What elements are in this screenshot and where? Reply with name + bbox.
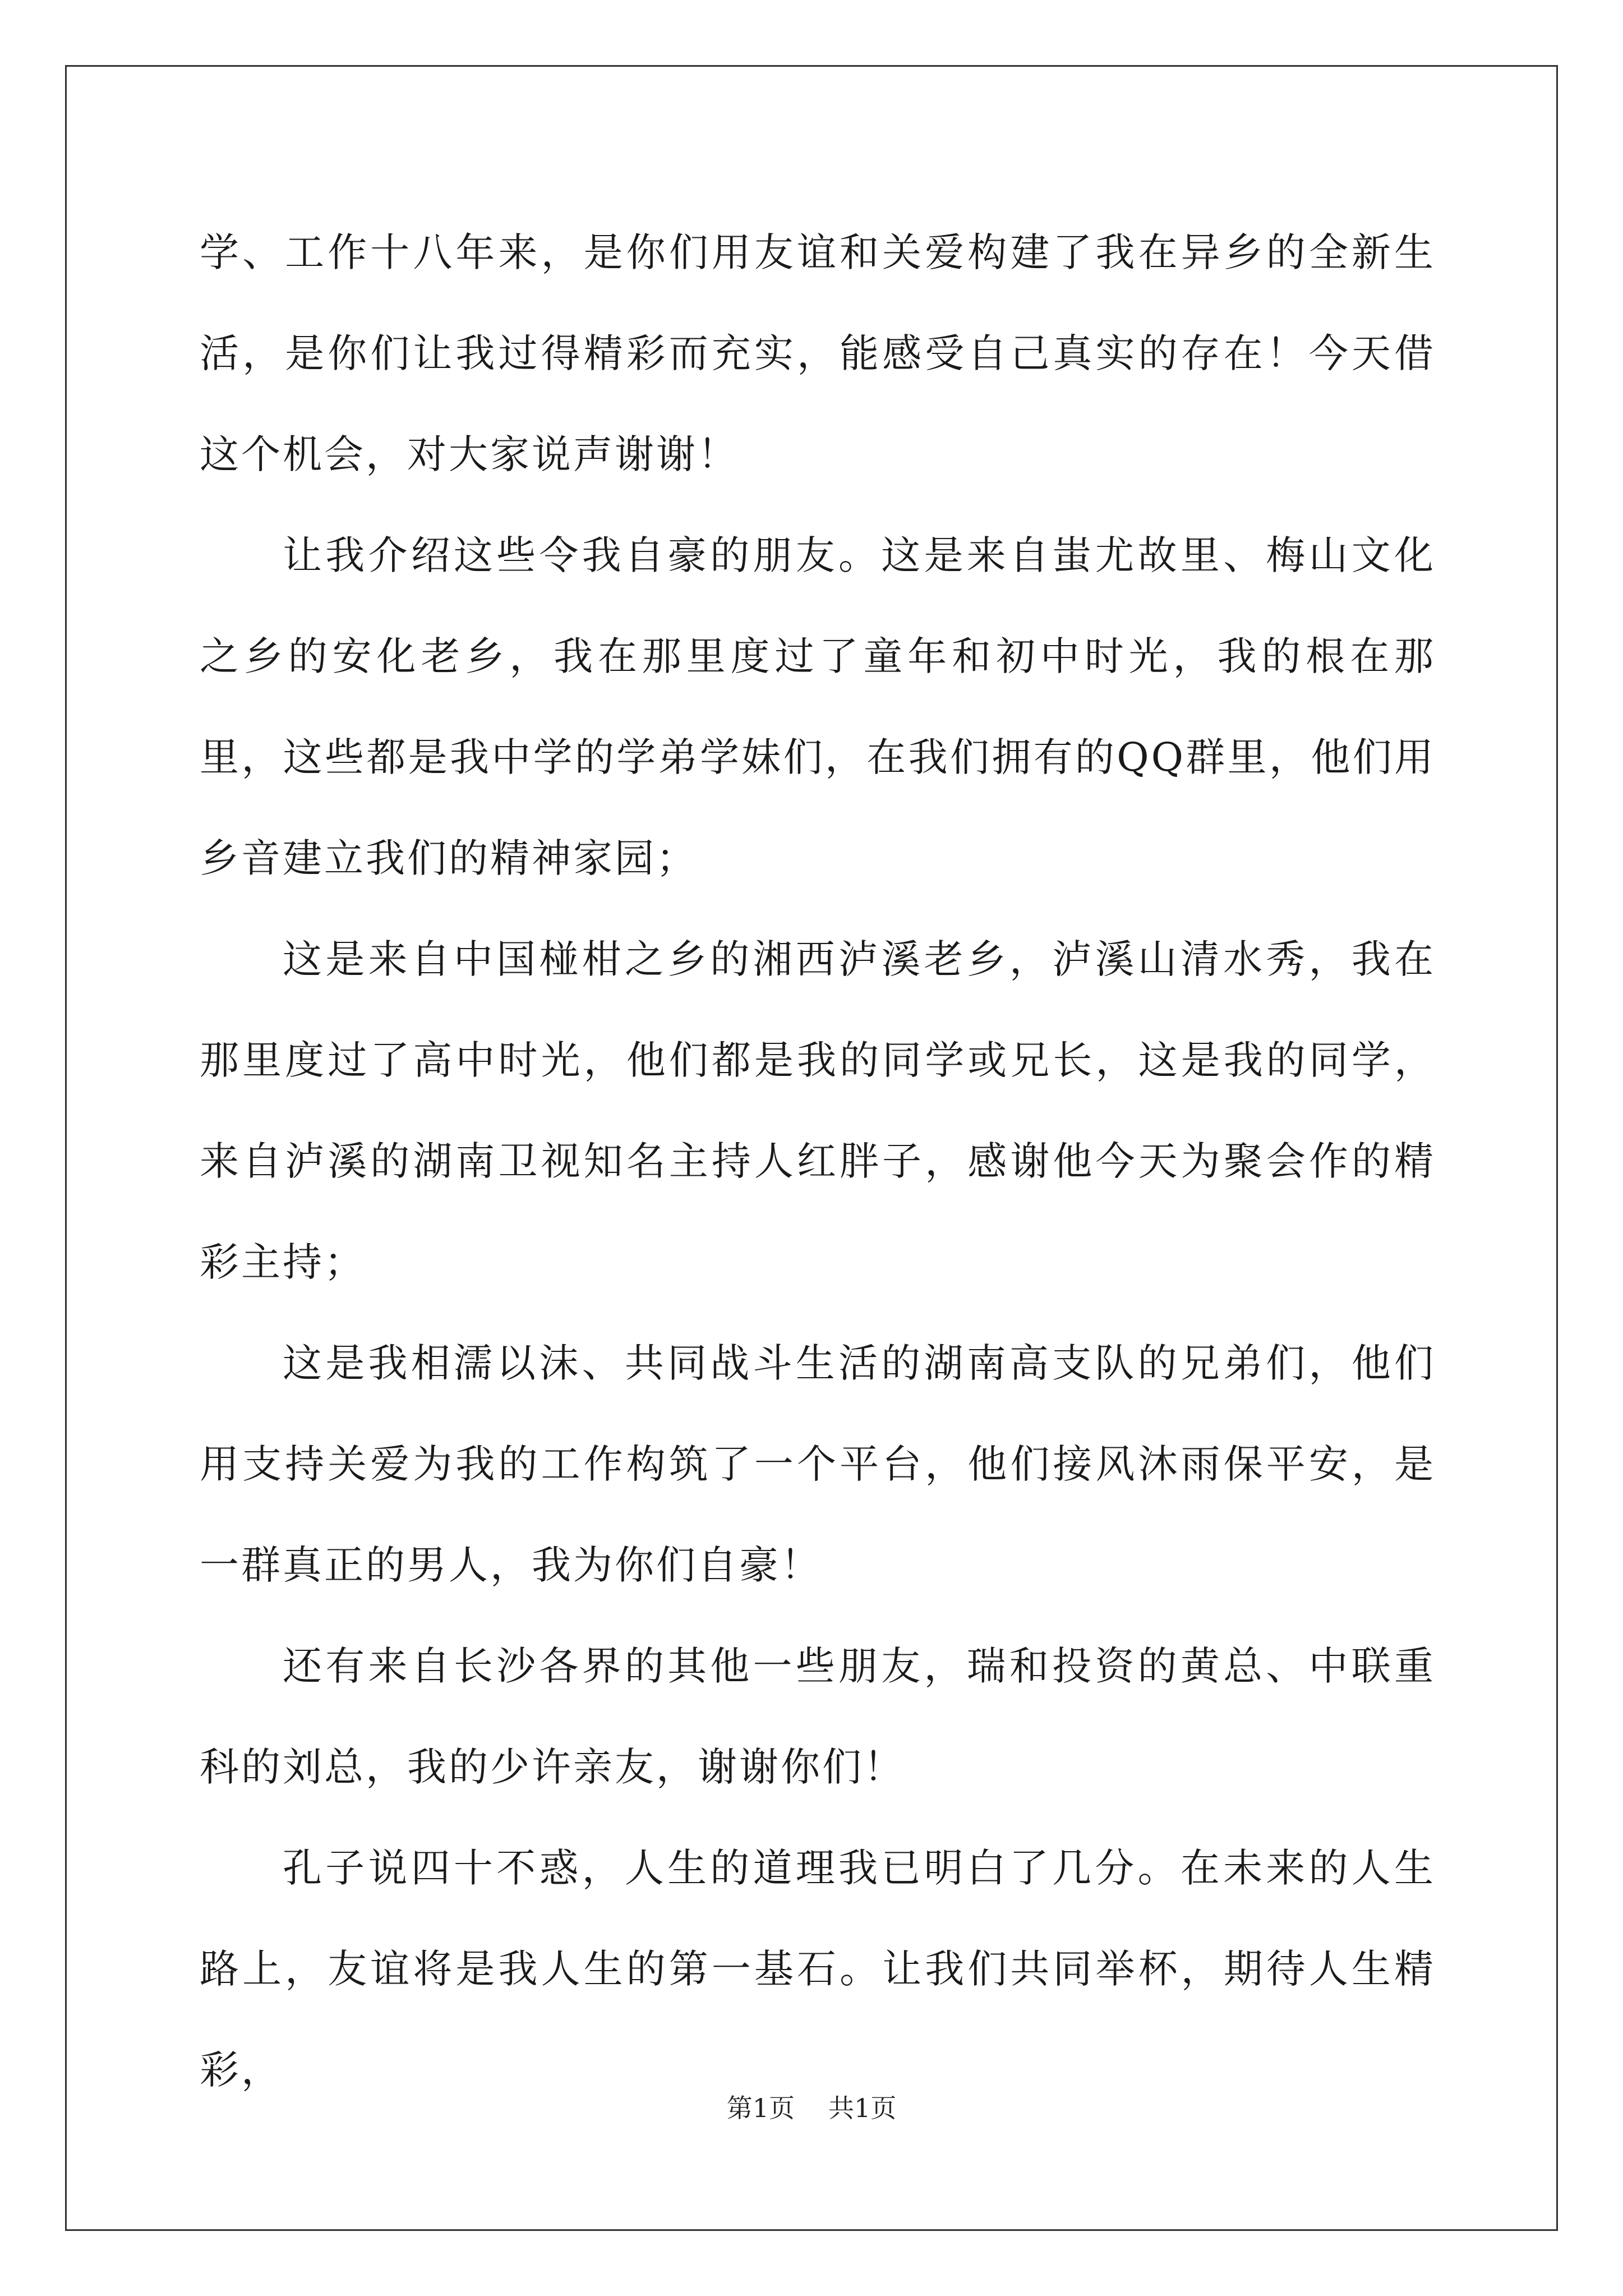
paragraph-1: 学、工作十八年来，是你们用友谊和关爱构建了我在异乡的全新生活，是你们让我过得精彩而充实，能感受自己真实的存在！今天借这个机会，对大家说声谢谢！ — [200, 229, 1436, 477]
document-body — [200, 202, 1436, 2120]
page-number-total: 共1页 — [828, 2093, 897, 2123]
paragraph-5: 还有来自长沙各界的其他一些朋友，瑞和投资的黄总、中联重科的刘总，我的少许亲友，谢谢你们！ — [200, 1643, 1436, 1790]
page-footer — [0, 2088, 1623, 2125]
paragraph-3: 这是来自中国椪柑之乡的湘西泸溪老乡，泸溪山清水秀，我在那里度过了高中时光，他们都是我的同学或兄长，这是我的同学，来自泸溪的湖南卫视知名主持人红胖子，感谢他今天为聚会作的精彩主持； — [200, 936, 1436, 1285]
page-number-current: 第1页 — [726, 2093, 795, 2123]
paragraph-2: 让我介绍这些令我自豪的朋友。这是来自蚩尤故里、梅山文化之乡的安化老乡，我在那里度过了童年和初中时光，我的根在那里，这些都是我中学的学弟学妹们，在我们拥有的QQ群里，他们用乡音建立我们的精神家园； — [200, 532, 1436, 881]
paragraph-4: 这是我相濡以沫、共同战斗生活的湖南高支队的兄弟们，他们用支持关爱为我的工作构筑了一个平台，他们接风沐雨保平安，是一群真正的男人，我为你们自豪！ — [200, 1340, 1436, 1588]
paragraph-6: 孔子说四十不惑，人生的道理我已明白了几分。在未来的人生路上，友谊将是我人生的第一基石。让我们共同举杯，期待人生精彩， — [200, 1845, 1436, 2093]
